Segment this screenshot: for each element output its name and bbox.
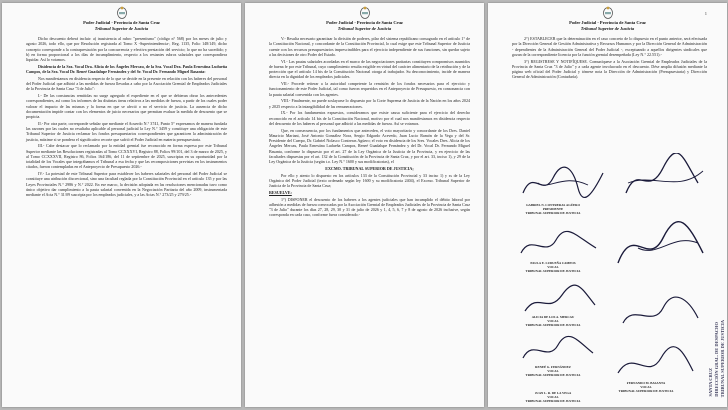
document-page-2: [245, 3, 484, 407]
handwritten-signature: [613, 343, 698, 383]
signature-caption: PAULA E. LUDUEÑA CAMPOS VOCAL TRIBUNAL SUPERIOR DE JUSTICIA: [525, 261, 581, 273]
paragraph: Por ello y atento lo dispuesto en los artículos 133 de la Constitución Provincial y 33 inciso 1) y ss de la Ley Orgánica del Poder Judicial (texto ordenado según ley 1600 y su modificatoria 2404), el Excmo. Tribunal Superior de Justicia de la Provincia de Santa Cruz;: [269, 172, 470, 188]
paragraph: 2°) ESTABLECER que la determinación en el caso concreto de lo dispuesto en el punto anterior, será efectuada por la Dirección General de Gestión Administrativa y Recursos Humanos y por la Dirección General de Administración - dependientes de la Administración General del Poder Judicial -, exceptuando a aquellos dirigentes sindicales que gozan de la correspondiente licencia por la función gremial desempeñada (Ley N.° 22.551).-: [512, 36, 707, 57]
letterhead-title: Poder Judicial - Provincia de Santa Cruz: [569, 20, 646, 25]
paragraph: VIII.- Finalmente, no puede soslayarse lo dispuesto por la Corte Suprema de Justicia de la Nación en los años 2024 y 2025 respecto a la intangibilidad de las remuneraciones.: [269, 98, 470, 109]
paragraph: VII.- Procede reiterar a la autoridad competente la remisión de los fondos necesarios para el ejercicio y funcionamiento de este Poder Judicial, tal como fueron requeridos en el Anteproyecto de Presupuesto, en consonancia con la pauta salarial convenida con los agentes.: [269, 81, 470, 97]
signature-caption: JUAN L. R. DE LA VEGA VOCAL TRIBUNAL SUPERIOR DE JUSTICIA: [525, 391, 581, 403]
province-emblem-icon: [116, 6, 128, 19]
document-page-3: [488, 3, 727, 407]
paragraph: 1°) DISPONER el descuento de los haberes a los agentes judiciales que han incumplido el débito laboral por adhesión a medidas de fuerza convocadas por la Asociación Gremial de Empleados Judiciales de la Provincia de Santa Cruz "3 de Julio" durante los días 27, 28, 29, 30 y 31 de julio de 2026 y 1, 4, 5, 6, 7 y 8 de agosto de 2026 inclusive, según corresponda en cada caso, conforme fuera considerado.-: [269, 196, 470, 218]
handwritten-signature: [613, 218, 708, 273]
paragraph: III.- Cabe destacar que lo reclamado por la entidad gremial fue reconocido en forma expresa por este Tribunal Superior mediante las Resoluciones registradas al Tomo CCXXXVI, Registro 88, Folios 99/101, del 3 de marzo de 2025, y al Tomo CCXXXVII, Registro 86, Folios 164/186, del 11 de septiembre de 2025, suscriptas en su oportunidad por la totalidad de los Vocales que integrábamos el Tribunal a esa fecha y que las recomposiciones previstas en los instrumentos citados, fueron contempladas en el Anteproyecto de Presupuesto 2026.-: [26, 143, 227, 170]
signature-caption: FERNANDO M. BASANTA VOCAL TRIBUNAL SUPERIOR DE JUSTICIA: [618, 381, 674, 393]
letterhead-title: Poder Judicial - Provincia de Santa Cruz: [83, 20, 160, 25]
paragraph: IV.- La potestad de este Tribunal Superior para establecer los haberes salariales del personal del Poder Judicial se constituye una atribución discrecional, sino una facultad reglada por la Constitución Provincial en el artículo 135 y por las Leyes Provinciales N.° 2986 y N.° 2022. En ese marco, la decisión adoptada en las resoluciones mencionadas tuvo como único objetivo dar cumplimiento a la pauta salarial convenida en la Negociación Paritaria del año 2009, instrumentada mediante el Acta N.° 31/09 suscripta por los empleados judiciales, y a las Actas N.° 273/25 y 279/25.-: [26, 171, 227, 197]
paragraph: II.- Por otra parte, corresponde señalar que mediante el Acuerdo N.° 3741, Punto 5° expresamos de manera fundada las razones por las cuales no resultaba aplicable al personal judicial la Ley N.° 3459 y constituye una obligación de este Tribunal Superior de Justicia reclamar los fondos presupuestarios correspondientes que garanticen la administración de justicia, máxime si se pondera el significativo recorte que sufrió el Poder Judicial en materia presupuestaria.: [26, 120, 227, 142]
letterhead-subtitle: Tribunal Superior de Justicia: [580, 26, 635, 31]
paragraph: Nos manifestamos en disidencia respecto de lo que se decide en la presente en relación con los haberes del personal del Poder Judicial que adhirió a las medidas de fuerza llevadas a cabo por la Asociación Gremial de Empleados Judiciales de la Provincia de Santa Cruz "3 de Julio":: [26, 75, 227, 92]
letterhead: [488, 20, 727, 32]
stamp-text: TRIBUNAL SUPERIOR DE JUSTICIA: [720, 319, 725, 397]
paragraph: IX.- Por los fundamentos expuestos, consideramos que existe causa suficiente para el ejercicio del derecho reconocido en el artículo 14 bis de la Constitución Nacional, motivo por el cual nos manifestamos en disidencia respecto del descuento de los haberes al personal que adhirió a las medidas de fuerza. Así se votamos.: [269, 110, 470, 126]
handwritten-signature: [518, 163, 608, 203]
handwritten-signature: [618, 293, 703, 333]
paragraph: Que, en consecuencia, por los fundamentos que anteceden, el voto mayoritario y concordante de los Dres. Daniel Mauricio Mariani, José Antonio González Nora, Sergio Edgardo Acevedo, Juan Lucio Ramón de la Vega y del Sr. Presidente del Cuerpo, Dr. Gabriel Nolasco Contreras Agüero; el voto en disidencia de los Sres. Vocales Dres. Alicia de los Ángeles Mercau, Paula Ernestina Ludueña Campos, Reneé Guadalupe Fernández y del Dr. Vocal Dr. Fernando Miguel Basanta, conforme lo dispuesto por el art. 27 de la Ley Orgánica de la Justicia de la Provincia, y en ejercicio de las facultades dispuestas por el art. 132 de la Constitución de la Provincia de Santa Cruz, y por el art. 33, inciso 1), y 29 de la Ley Orgánica de la Justicia (según t.o. Ley N.° 1600 y sus modificatorias), el: [269, 127, 470, 164]
letterhead-title: Poder Judicial - Provincia de Santa Cruz: [326, 20, 403, 25]
signature-caption: ALICIA DE LOS A. MERCAU VOCAL TRIBUNAL SUPERIOR DE JUSTICIA: [525, 315, 581, 327]
signature-caption: GABRIEL N. CONTRERAS AGÜERO PRESIDENTE TRIBUNAL SUPERIOR DE JUSTICIA: [525, 203, 581, 215]
letterhead: [245, 20, 484, 32]
paragraph: VI.- Las pautas salariales acordadas en el marco de las negociaciones paritarias constituyen compromisos asumidos de buena fe por este Tribunal, cuyo cumplimiento resulta exigible en virtud del carácter alimentario de la retribución y de la protección que el artículo 14 bis de la Constitución Nacional otorga al trabajador. Su desconocimiento, incide de manera directa en la dignidad de los empleados judiciales.: [269, 58, 470, 80]
stamp-text: DIRECCIÓN GRAL. DE DESPACHO: [714, 322, 719, 397]
stamp-text: SANTA CRUZ: [708, 368, 713, 397]
handwritten-signature: [618, 153, 708, 203]
page-2-text: [269, 36, 470, 219]
page-1-text: [26, 36, 227, 199]
handwritten-signature: [518, 333, 598, 368]
paragraph: V.- Resulta necesario garantizar la división de poderes, pilar del sistema republicano consagrado en el artículo 1° de la Constitución Nacional, y concordante de la Constitución Provincial, lo cual exige que este Tribunal Superior de Justicia cuente con los recursos presupuestarios imprescindibles para el ejercicio independiente de sus funciones, sin quedar sujeto a las decisiones de otro Poder del Estado.: [269, 36, 470, 57]
page-3-text: [512, 36, 707, 81]
letterhead: [2, 20, 241, 32]
document-page-1: [2, 3, 241, 407]
paragraph: Dicho descuento deberá incluir: a) inasistencia al rubro "presentismo" (código n° 568) por los meses de julio y agosto 2026, todo ello, que por Resolución registrada al Tomo X -Superintendencia-, Reg. 1135, Folio 148/149, dicho concepto corresponde a la contraprestación por la concurrencia y efectiva prestación del servicio; lo que no ha sucedido; y b) en forma proporcional a los días de incumplimiento, respecto a los restantes rubros salariales que correspondiera liquidar. Así lo votamos.: [26, 36, 227, 62]
dissent-heading: Disidencia de la Sra. Vocal Dra. Alicia de los Ángeles Mercau, de la Sra. Vocal Dra. Paula Ernestina Ludueña Campos, de la Sra. Vocal Dr. Reneé Guadalupe Fernández y del Sr. Vocal Dr. Fernando Miguel Basanta:: [26, 63, 227, 74]
handwritten-signature: [516, 228, 601, 263]
province-emblem-icon: [602, 6, 614, 19]
resolves-heading: RESUELVE:: [269, 189, 292, 195]
handwritten-signature: [520, 283, 600, 318]
province-emblem-icon: [359, 6, 371, 19]
letterhead-subtitle: Tribunal Superior de Justicia: [337, 26, 392, 31]
tribunal-heading: EXCMO. TRIBUNAL SUPERIOR DE JUSTICIA;: [325, 165, 414, 171]
paragraph: I.- De las constancias remitidas no surge agregado el expediente en el que se debieran obrar los antecedentes correspondientes, así como los informes de las distintas áreas relativos a las medidas de fuerza, a partir de los cuales poder valorar el impacto de las mismas y la forma en que se afectó o no el servicio de justicia. La ausencia de dicho documentación impide contar con los elementos de juicio necesarios que permitan evaluar la medida de descuento que se propicia.: [26, 93, 227, 119]
page-number: 1: [704, 11, 707, 16]
paragraph: 3°) REGISTRESE Y NOTIFÍQUESE. Comuníquese a la Asociación Gremial de Empleados Judiciales de la Provincia de Santa Cruz "3 de Julio" y a cada agente involucrado en el descuento. Dése amplia difusión mediante la página web oficial del Poder Judicial y tómese nota la Dirección de Administración (Presupuestaria) y Dirección General de Administración (Contaduría).: [512, 58, 707, 80]
letterhead-subtitle: Tribunal Superior de Justicia: [94, 26, 149, 31]
signature-caption: RENEÉ G. FERNÁNDEZ VOCAL TRIBUNAL SUPERIOR DE JUSTICIA: [525, 365, 581, 377]
